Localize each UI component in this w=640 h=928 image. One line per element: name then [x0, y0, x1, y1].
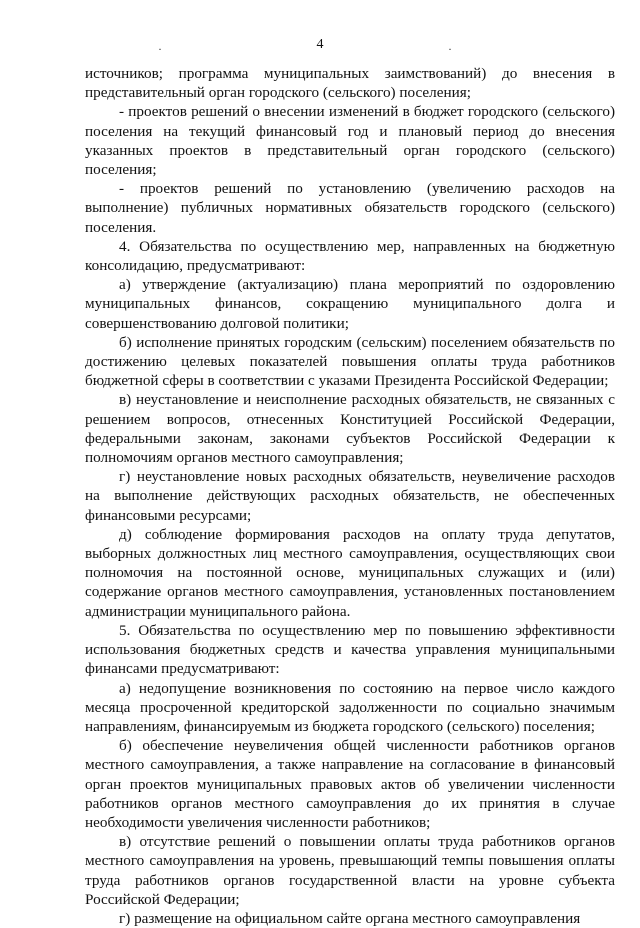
document-body — [85, 64, 615, 928]
paragraph-section-5-heading: 5. Обязательства по осуществлению мер по повышению эффективности использования бюджетных средств и качества управления муниципальными финансами предусматривают: — [85, 621, 615, 678]
paragraph-4b: б) исполнение принятых городским (сельским) поселением обязательств по достижению целевых показателей повышения оплаты труда работников бюджетной сферы в соответствии с указами Президента Российской Федерации; — [85, 333, 615, 390]
paragraph-5b: б) обеспечение неувеличения общей численности работников органов местного самоуправления, а также направление на согласование в финансовый орган проектов муниципальных правовых актов об увеличении численности работников органов местного самоуправления до их принятия в случае необходимости увеличения численности работников; — [85, 737, 615, 831]
paragraph-5d: г) размещение на официальном сайте органа местного самоуправления — [119, 909, 581, 927]
paragraph-4e: д) соблюдение формирования расходов на оплату труда депутатов, выборных должностных лиц местного самоуправления, осуществляющих свои полномочия на постоянной основе, муниципальных служащих и (или) содержание органов местного самоуправления, установленных постановлением администрации муниципального района. — [85, 525, 615, 620]
paragraph-budget-amendments: - проектов решений о внесении изменений в бюджет городского (сельского) поселения на текущий финансовый год и плановый период до внесения указанных проектов в представительный орган городского (сельского) поселения; — [85, 103, 615, 179]
paragraph-4d: г) неустановление новых расходных обязательств, неувеличение расходов на выполнение действующих расходных обязательств, не обеспеченных финансовыми ресурсами; — [85, 468, 615, 524]
paragraph-public-obligations: - проектов решений по установлению (увеличению расходов на выполнение) публичных нормативных обязательств городского (сельского) поселения. — [85, 180, 615, 236]
paragraph-4a: а) утверждение (актуализацию) плана мероприятий по оздоровлению муниципальных финансов, сокращению муниципального долга и совершенствованию долговой политики; — [85, 276, 615, 332]
scan-mark-right: · — [448, 42, 452, 56]
paragraph-4c: в) неустановление и неисполнение расходных обязательств, не связанных с решением вопросов, отнесенных Конституцией Российской Федерации, федеральными законам, законами субъектов Российской Федерации к полномочиям органов местного самоуправления; — [85, 391, 615, 467]
paragraph-5a: а) недопущение возникновения по состоянию на первое число каждого месяца просроченной кредиторской задолженности по социально значимым направлениям, финансируемым из бюджета городского (сельского) поселения; — [85, 679, 615, 735]
scan-mark-left: · — [158, 42, 162, 56]
paragraph-section-4-heading: 4. Обязательства по осуществлению мер, направленных на бюджетную консолидацию, предусматривают: — [85, 237, 615, 275]
paragraph-5c: в) отсутствие решений о повышении оплаты труда работников органов местного самоуправления на уровень, превышающий темпы повышения оплаты труда работников органов государственной власти на уровне субъекта Российской Федерации; — [85, 833, 615, 908]
page-number: 4 — [316, 37, 324, 52]
paragraph-continuation: источников; программа муниципальных заимствований) до внесения в представительный орган городского (сельского) поселения; — [85, 65, 615, 102]
